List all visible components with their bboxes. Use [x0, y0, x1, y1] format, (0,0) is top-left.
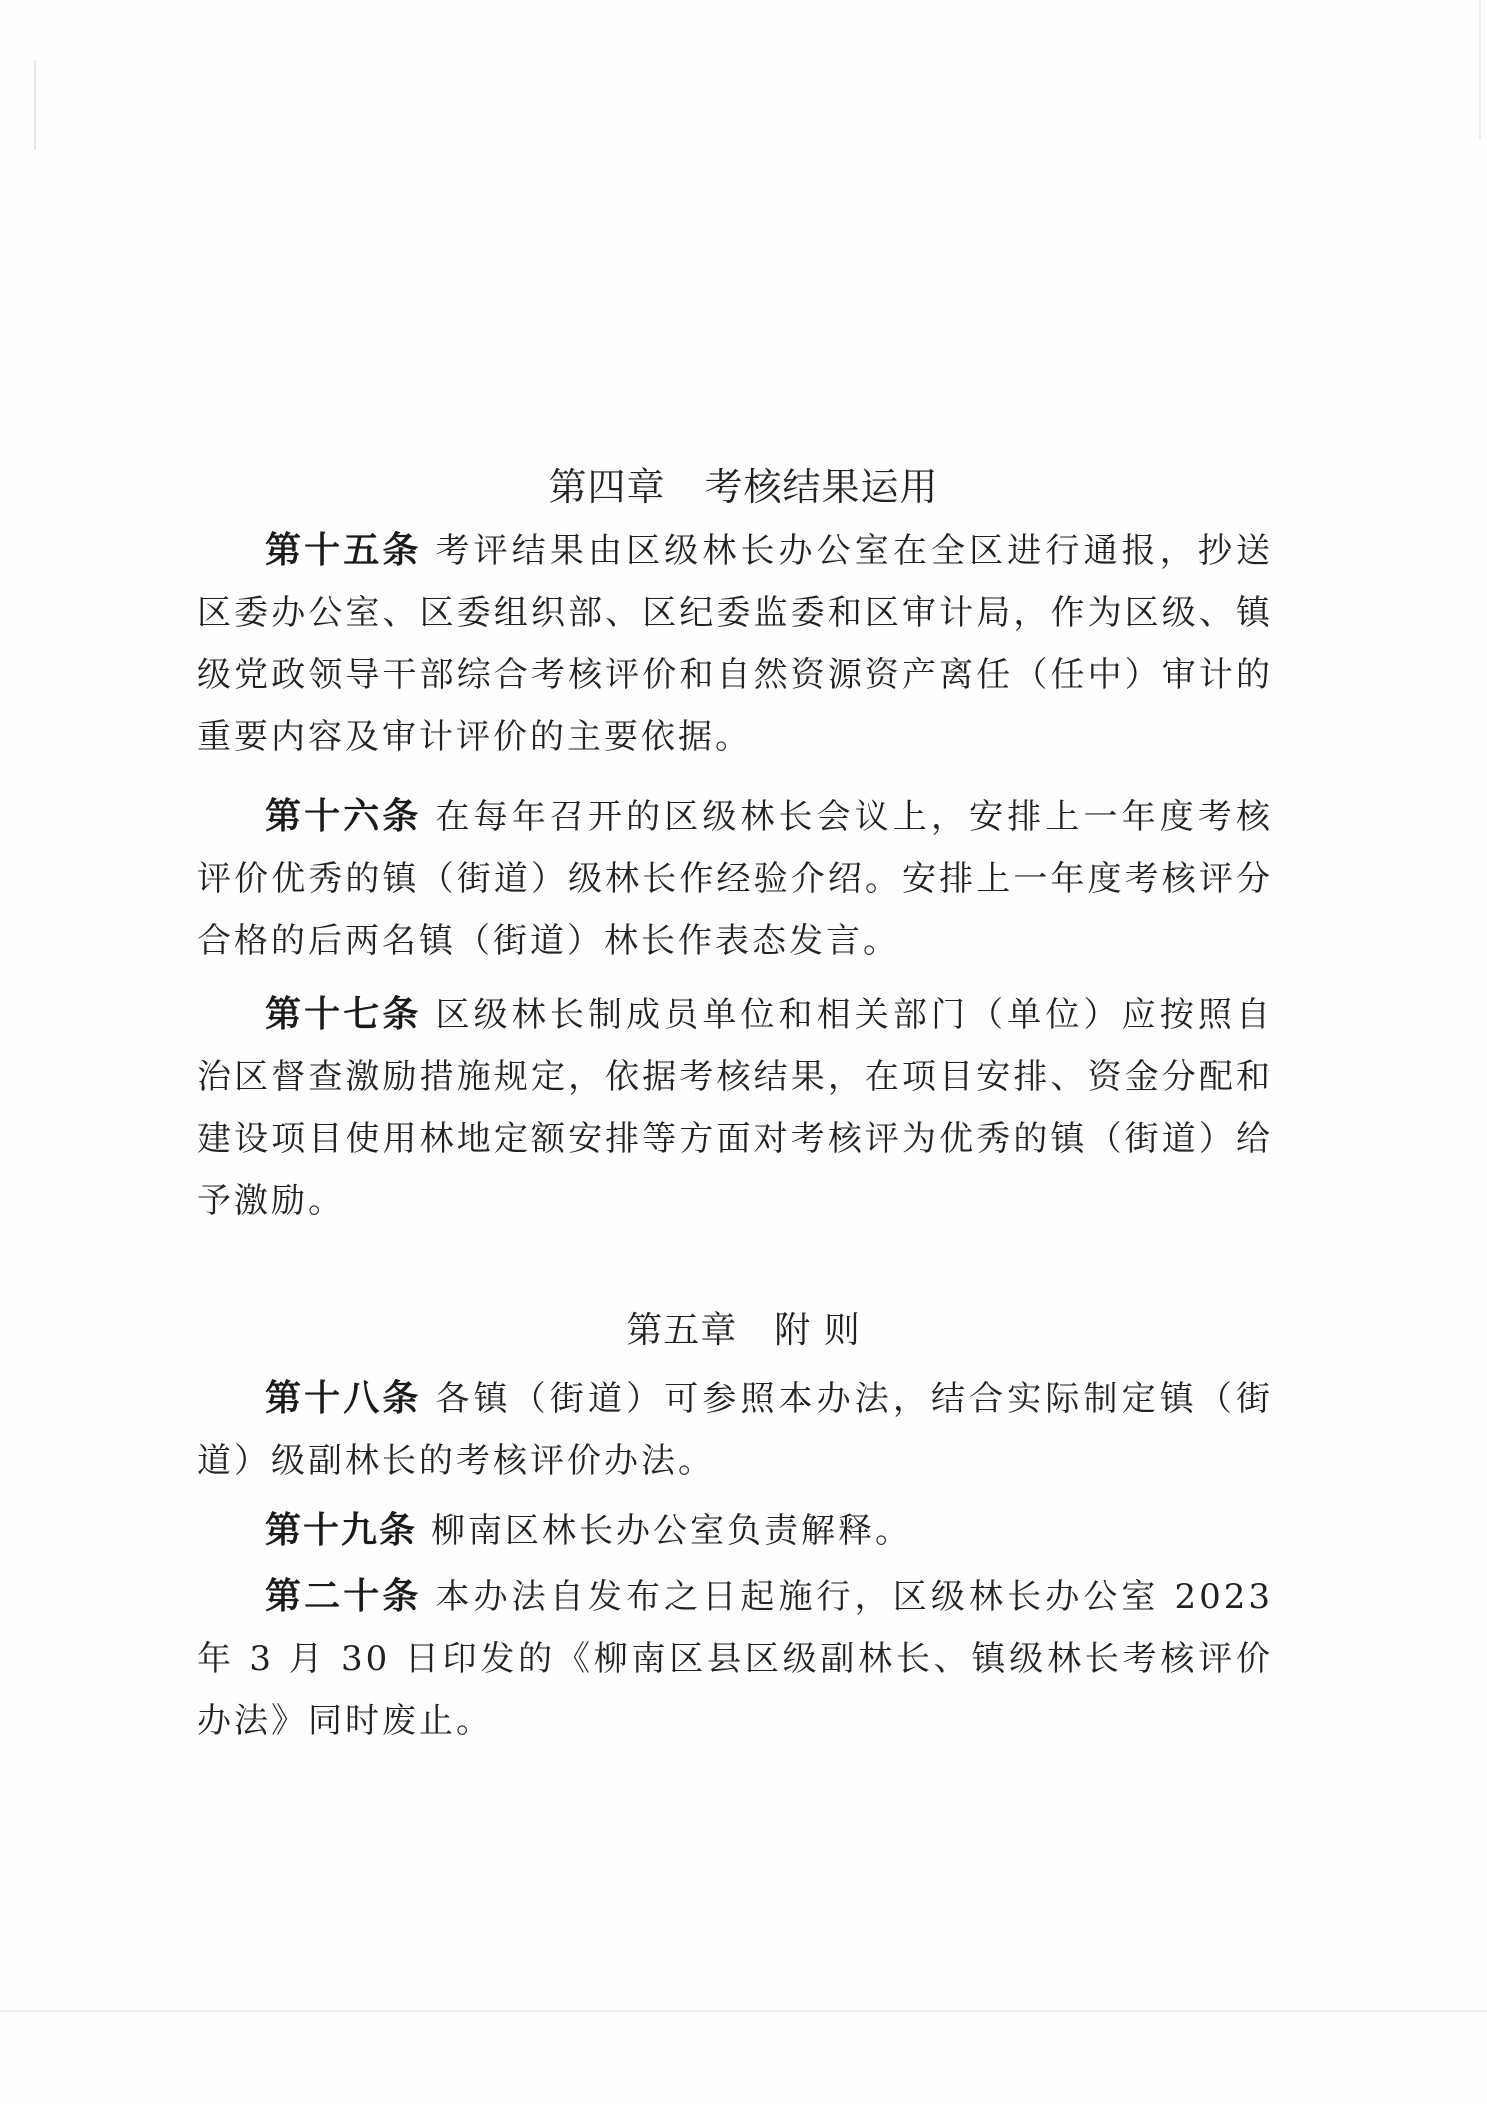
article-15-text: 考评结果由区级林长办公室在全区进行通报，抄送区委办公室、区委组织部、区纪委监委和区审计局，作为区级、镇级党政领导干部综合考核评价和自然资源资产离任（任中）审计的重要内容及审计评价的主要依据。 [197, 531, 1273, 757]
chapter-4-heading: 第四章 考核结果运用 [548, 464, 939, 509]
article-19-text: 柳南区林长办公室负责解释。 [431, 1511, 913, 1551]
chapter-5-heading: 第五章 附 则 [626, 1309, 861, 1351]
article-20-text: 本办法自发布之日起施行，区级林长办公室 2023 年 3 月 30 日印发的《柳南区县区级副林长、镇级林长考核评价办法》同时废止。 [197, 1577, 1273, 1741]
scan-edge-right [1479, 0, 1481, 140]
article-16-label: 第十六条 [265, 796, 422, 837]
article-19 [197, 1500, 1273, 1562]
scan-bottom-edge [0, 2010, 1487, 2012]
article-19-label: 第十九条 [265, 1510, 418, 1551]
article-20 [197, 1566, 1273, 1752]
article-17 [197, 984, 1273, 1232]
article-18 [197, 1368, 1273, 1492]
article-18-text: 各镇（街道）可参照本办法，结合实际制定镇（街道）级副林长的考核评价办法。 [197, 1379, 1273, 1481]
article-16 [197, 786, 1273, 972]
article-15-label: 第十五条 [265, 530, 422, 571]
article-20-label: 第二十条 [265, 1576, 422, 1617]
scan-edge-left [34, 60, 36, 150]
article-15 [197, 520, 1273, 768]
article-17-text: 区级林长制成员单位和相关部门（单位）应按照自治区督查激励措施规定，依据考核结果，在项目安排、资金分配和建设项目使用林地定额安排等方面对考核评为优秀的镇（街道）给予激励。 [197, 995, 1273, 1221]
article-18-label: 第十八条 [265, 1378, 422, 1419]
article-17-label: 第十七条 [265, 994, 422, 1035]
article-16-text: 在每年召开的区级林长会议上，安排上一年度考核评价优秀的镇（街道）级林长作经验介绍。安排上一年度考核评分合格的后两名镇（街道）林长作表态发言。 [197, 797, 1273, 961]
